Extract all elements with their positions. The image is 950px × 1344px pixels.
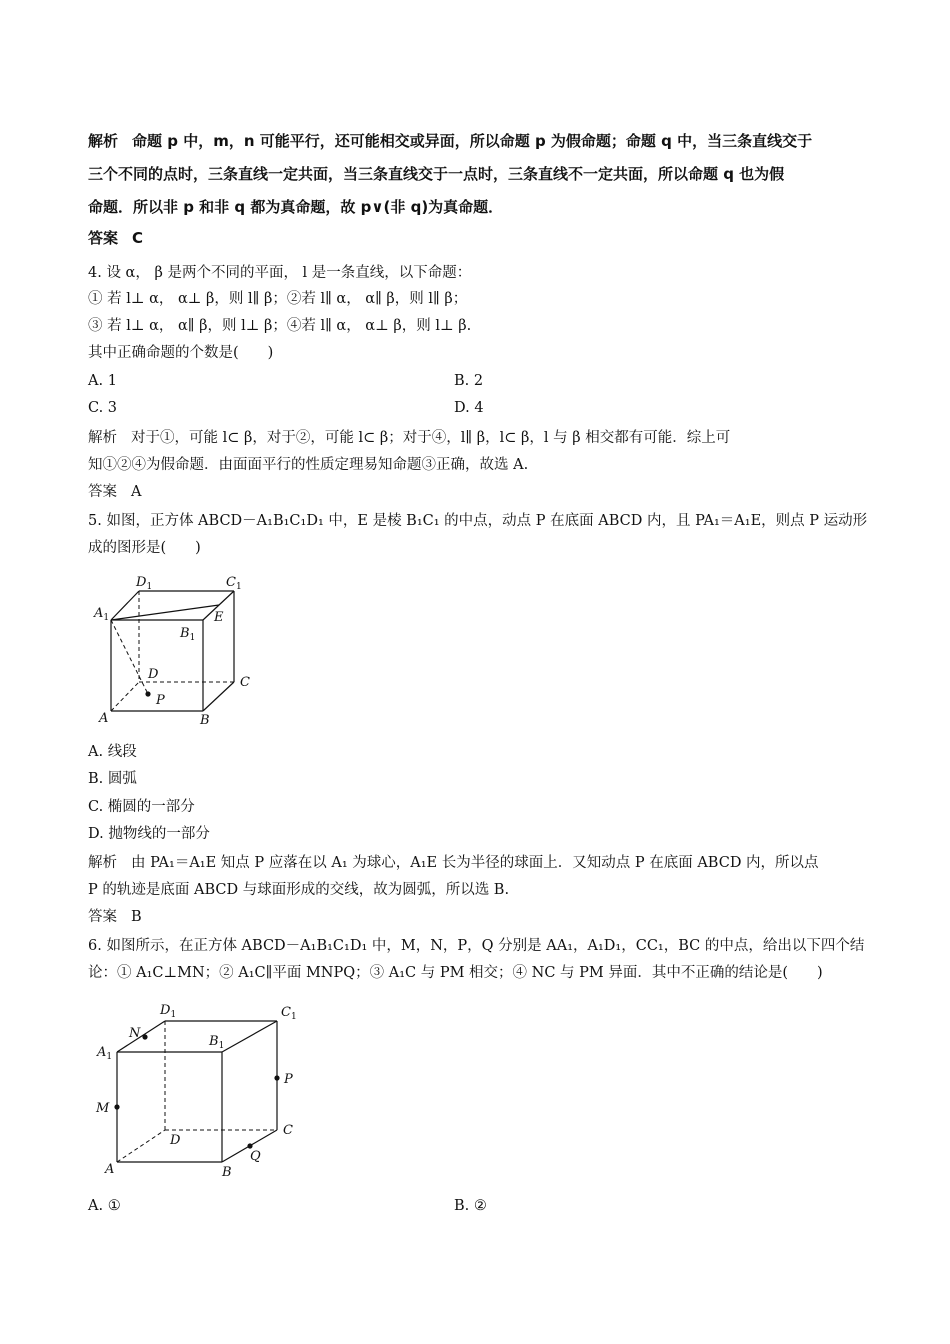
q3-analysis-line-3: 命题．所以非 p 和非 q 都为真命题，故 p∨(非 q)为真命题．	[88, 198, 504, 216]
q6-stem-2: 论：① A₁C⊥MN；② A₁C∥平面 MNPQ；③ A₁C 与 PM 相交；④ NC 与 PM 异面．其中不正确的结论是( )	[88, 965, 823, 981]
q4-option-a: A. 1	[88, 373, 117, 389]
q5-label-b1: $B_1$	[180, 626, 196, 643]
q6-label-b: B	[222, 1165, 232, 1180]
q6-option-b: B. ②	[454, 1198, 487, 1214]
q6-point-m	[114, 1104, 119, 1109]
q5-stem-2: 成的图形是( )	[88, 540, 201, 556]
q5-label-d1: $D_1$	[136, 575, 153, 592]
q6-label-b1: $B_1$	[209, 1034, 225, 1051]
q6-point-p	[274, 1075, 279, 1080]
q6-label-a: A	[105, 1162, 115, 1177]
q5-label-c1: $C_1$	[226, 575, 242, 592]
q6-label-d: D	[170, 1133, 181, 1148]
q4-stem-2: ① 若 l⊥ α， α⊥ β，则 l∥ β；②若 l∥ α， α∥ β，则 l∥ β；	[88, 291, 468, 307]
q5-answer: 答案 B	[88, 909, 142, 925]
q5-label-a: A	[99, 711, 109, 726]
q6-label-p: P	[284, 1072, 293, 1087]
q5-option-b: B. 圆弧	[88, 771, 137, 787]
q5-analysis-line-2: P 的轨迹是底面 ABCD 与球面形成的交线，故为圆弧，所以选 B.	[88, 882, 510, 898]
q6-label-c1: $C_1$	[281, 1005, 297, 1022]
q4-analysis-label: 解析	[88, 430, 117, 446]
q6-point-q	[247, 1143, 252, 1148]
q5-label-a1: $A_1$	[94, 606, 110, 623]
q5-stem-1: 5. 如图，正方体 ABCD－A₁B₁C₁D₁ 中，E 是棱 B₁C₁ 的中点，动点 P 在底面 ABCD 内，且 PA₁＝A₁E，则点 P 运动形	[88, 513, 868, 529]
q5-analysis-line-1: 解析 由 PA₁＝A₁E 知点 P 应落在以 A₁ 为球心，A₁E 长为半径的球面上．又知动点 P 在底面 ABCD 内，所以点	[88, 855, 819, 871]
q5-label-p: P	[156, 693, 165, 708]
q4-answer: 答案 A	[88, 484, 142, 500]
q6-label-a1: $A_1$	[97, 1045, 113, 1062]
q5-label-e: E	[214, 610, 224, 625]
q6-stem-1: 6. 如图所示，在正方体 ABCD－A₁B₁C₁D₁ 中，M，N，P，Q 分别是 AA₁，A₁D₁，CC₁，BC 的中点，给出以下四个结	[88, 938, 865, 954]
q3-analysis-line-1: 解析 命题 p 中，m，n 可能平行，还可能相交或异面，所以命题 p 为假命题；命题 q 中，当三条直线交于	[88, 132, 813, 150]
q3-analysis-label: 解析	[88, 132, 119, 150]
q3-analysis-line-2: 三个不同的点时，三条直线一定共面，当三条直线交于一点时，三条直线不一定共面，所以命题 q 也为假	[88, 165, 785, 183]
q3-answer: 答案 C	[88, 229, 144, 247]
q4-option-b: B. 2	[454, 373, 484, 389]
q4-stem-4: 其中正确命题的个数是( )	[88, 345, 274, 361]
q5-option-a: A. 线段	[88, 744, 137, 760]
q4-analysis-line-1: 解析 对于①，可能 l⊂ β，对于②，可能 l⊂ β；对于④，l∥ β，l⊂ β，l 与 β 相交都有可能．综上可	[88, 430, 731, 446]
q5-label-c: C	[240, 675, 250, 690]
q4-option-c: C. 3	[88, 400, 118, 416]
q4-option-d: D. 4	[454, 400, 484, 416]
q5-option-d: D. 抛物线的一部分	[88, 826, 210, 842]
q6-label-n: N	[129, 1026, 141, 1041]
q6-point-n	[142, 1034, 147, 1039]
q6-label-q: Q	[250, 1149, 261, 1164]
q6-option-a: A. ①	[88, 1198, 121, 1214]
q6-label-m: M	[96, 1101, 110, 1116]
q6-label-d1: $D_1$	[160, 1003, 177, 1020]
q5-label-d: D	[148, 667, 159, 682]
q4-stem-3: ③ 若 l⊥ α， α∥ β，则 l⊥ β；④若 l∥ α， α⊥ β，则 l⊥ β.	[88, 318, 472, 334]
q6-label-c: C	[283, 1123, 293, 1138]
q5-label-b: B	[200, 713, 210, 728]
q5-option-c: C. 椭圆的一部分	[88, 799, 195, 815]
q4-analysis-line-2: 知①②④为假命题．由面面平行的性质定理易知命题③正确，故选 A.	[88, 457, 529, 473]
q5-analysis-label: 解析	[88, 855, 117, 871]
q4-stem-1: 4. 设 α， β 是两个不同的平面， l 是一条直线，以下命题：	[88, 265, 472, 281]
